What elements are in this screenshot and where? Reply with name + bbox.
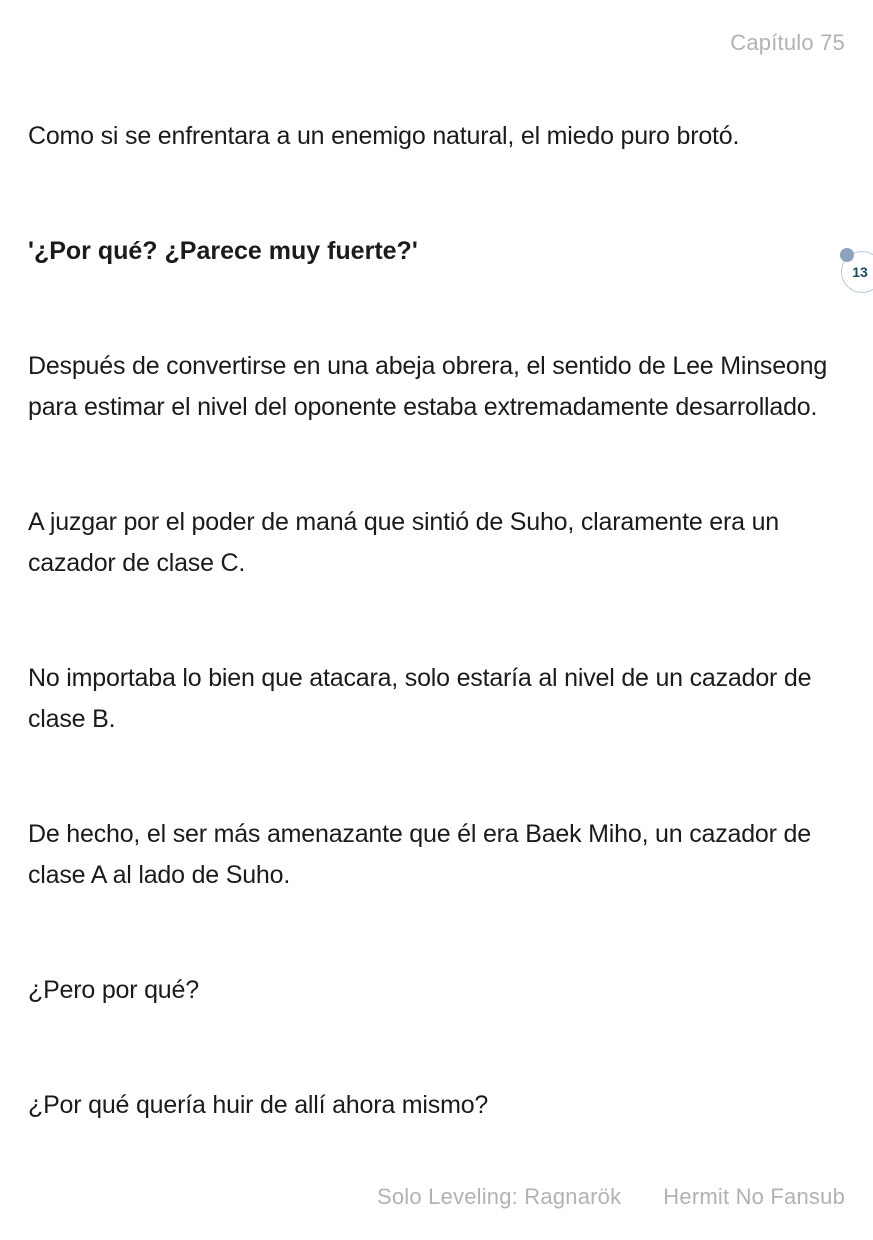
paragraph: ¿Pero por qué? bbox=[28, 976, 199, 1004]
paragraph: A juzgar por el poder de maná que sintió de Suho, claramente era un cazador de clase C. bbox=[28, 508, 779, 577]
chapter-title: Capítulo 75 bbox=[730, 30, 845, 55]
comment-dot-icon bbox=[840, 248, 854, 262]
chapter-text-content bbox=[28, 116, 843, 1200]
footer-series-title: Solo Leveling: Ragnarök bbox=[376, 1184, 622, 1209]
comment-count-badge[interactable] bbox=[840, 246, 873, 294]
paragraph-emphasized: '¿Por qué? ¿Parece muy fuerte?' bbox=[28, 237, 418, 265]
paragraph: No importaba lo bien que atacara, solo estaría al nivel de un cazador de clase B. bbox=[28, 664, 812, 733]
page-footer bbox=[377, 1184, 845, 1210]
footer-fansub-credit: Hermit No Fansub bbox=[663, 1184, 845, 1209]
comment-count: 13 bbox=[852, 264, 868, 280]
paragraph: De hecho, el ser más amenazante que él era Baek Miho, un cazador de clase A al lado de Suho. bbox=[28, 820, 811, 889]
paragraph: Como si se enfrentara a un enemigo natural, el miedo puro brotó. bbox=[28, 122, 740, 150]
paragraph: Después de convertirse en una abeja obrera, el sentido de Lee Minseong para estimar el nivel del oponente estaba extremadamente desarrollado. bbox=[28, 352, 828, 421]
paragraph: ¿Por qué quería huir de allí ahora mismo? bbox=[28, 1091, 489, 1119]
